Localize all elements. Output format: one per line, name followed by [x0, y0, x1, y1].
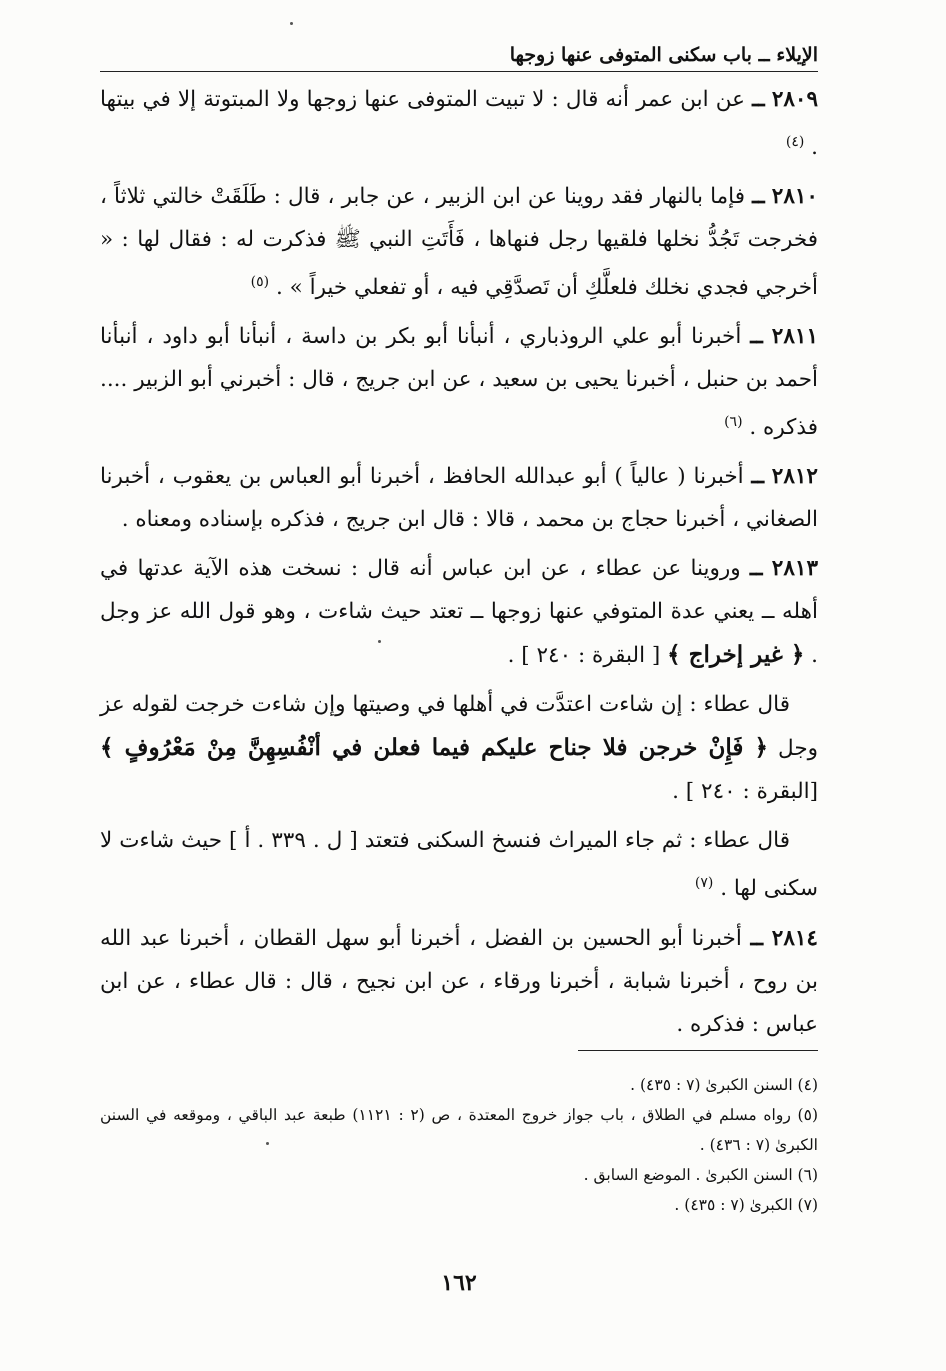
hadith-2810 — [100, 175, 818, 309]
surah-citation: [البقرة : ٢٤٠ ] . — [672, 779, 818, 805]
main-text — [100, 78, 818, 1046]
footnote-ref[interactable]: (٧) — [694, 875, 714, 892]
hadith-text: أخبرنا ( عالياً ) أبو عبدالله الحافظ ، أخبرنا أبو العباس بن يعقوب ، أخبرنا الصغاني ، أخبرنا حجاج بن محمد ، قالا : قال ابن جريج ، فذكره بإسناده ومعناه . — [100, 464, 818, 533]
header-rule — [100, 71, 818, 72]
footnote-7: (٧) الكبرىٰ (٧ : ٤٣٥) . — [674, 1196, 818, 1214]
footnote-separator — [578, 1050, 818, 1051]
dash: ــ — [749, 556, 763, 582]
quran-verse: ﴿ فَإِنْ خرجن فلا جناح عليكم فيما فعلن في أنْفُسِهِنَّ مِنْ مَعْرُوفٍ ﴾ — [100, 734, 769, 762]
hadith-number: ٢٨١٢ — [771, 464, 818, 490]
hadith-text: أخبرنا أبو الحسين بن الفضل ، أخبرنا أبو سهل القطان ، أخبرنا عبد الله بن روح ، أخبرنا شبابة ، أخبرنا ورقاء ، عن ابن نجيح ، قال : قال عطاء ، عن ابن عباس : فذكره . — [100, 925, 818, 1037]
statement-text: قال عطاء : إن شاءت اعتدَّت في أهلها في وصيتها وإن شاءت خرجت لقوله عز وجل — [100, 692, 818, 762]
hadith-number: ٢٨٠٩ — [771, 87, 819, 112]
hadith-number: ٢٨١١ — [771, 324, 818, 350]
hadith-number: ٢٨١٠ — [771, 184, 818, 210]
hadith-text: فإما بالنهار فقد روينا عن ابن الزبير ، عن جابر ، قال : طَلَقَتْ خالتي ثلاثاً ، فخرجت تَجُدُّ نخلها فلقيها رجل فنهاها ، فَأَتَتِ النبي ﷺ فذكرت له : فقال لها : « أخرجي فجدي نخلك فلعلَّكِ أن تَصدَّقِي فيه ، أو تفعلي خيراً » . — [100, 184, 818, 301]
ata-statement-2 — [100, 819, 818, 910]
footnote-ref[interactable]: (٥) — [250, 274, 270, 291]
footnote-5: (٥) رواه مسلم في الطلاق ، باب جواز خروج المعتدة ، ص (٢ : ١١٢١) طبعة عبد الباقي ، وموقعه في السنن الكبرىٰ (٧ : ٤٣٦) . — [100, 1106, 818, 1154]
footnotes — [100, 1070, 818, 1220]
dash: ــ — [750, 324, 763, 350]
dash: ــ — [751, 464, 764, 490]
book-page — [100, 38, 818, 1338]
dash: ــ — [752, 87, 765, 112]
running-header — [100, 38, 818, 72]
surah-citation: [ البقرة : ٢٤٠ ] . — [507, 643, 661, 669]
hadith-2811 — [100, 315, 818, 449]
hadith-2809 — [100, 78, 818, 169]
statement-text: قال عطاء : ثم جاء الميراث فنسخ السكنى فتعتد [ ل . ٣٣٩ . أ ] حيث شاءت لا سكنى لها . — [100, 828, 818, 902]
chapter-title: الإيلاء ــ باب سكنى المتوفى عنها زوجها — [509, 44, 818, 66]
hadith-text: أخبرنا أبو علي الروذباري ، أنبأنا أبو بكر بن داسة ، أنبأنا أبو داود ، أنبأنا أحمد بن حنبل ، أخبرنا يحيى بن سعيد ، عن ابن جريج ، قال : أخبرني أبو الزبير .... فذكره . — [100, 324, 818, 441]
footnote-4: (٤) السنن الكبرىٰ (٧ : ٤٣٥) . — [630, 1076, 818, 1094]
hadith-text: وروينا عن عطاء ، عن ابن عباس أنه قال : نسخت هذه الآية عدتها في أهله ــ يعني عدة المتوفي عنها زوجها ــ تعتد حيث شاءت ، وهو قول الله عز وجل . — [100, 556, 818, 669]
footnote-6: (٦) السنن الكبرىٰ . الموضع السابق . — [583, 1166, 818, 1184]
ata-statement-1 — [100, 683, 818, 813]
dash: ــ — [752, 184, 765, 210]
footnote-ref[interactable]: (٤) — [785, 134, 805, 150]
footnote-ref[interactable]: (٦) — [724, 414, 743, 431]
hadith-2812 — [100, 455, 818, 541]
quran-verse: ﴿ غير إخراج ﴾ — [667, 641, 805, 669]
hadith-number: ٢٨١٤ — [771, 925, 818, 951]
hadith-number: ٢٨١٣ — [771, 556, 818, 582]
page-number: ١٦٢ — [441, 1270, 477, 1296]
dash: ــ — [750, 925, 764, 951]
hadith-2814 — [100, 917, 818, 1046]
speck — [290, 22, 293, 25]
hadith-text: عن ابن عمر أنه قال : لا تبيت المتوفى عنها زوجها ولا المبتوتة إلا في بيتها . — [100, 87, 818, 161]
hadith-2813 — [100, 547, 818, 677]
